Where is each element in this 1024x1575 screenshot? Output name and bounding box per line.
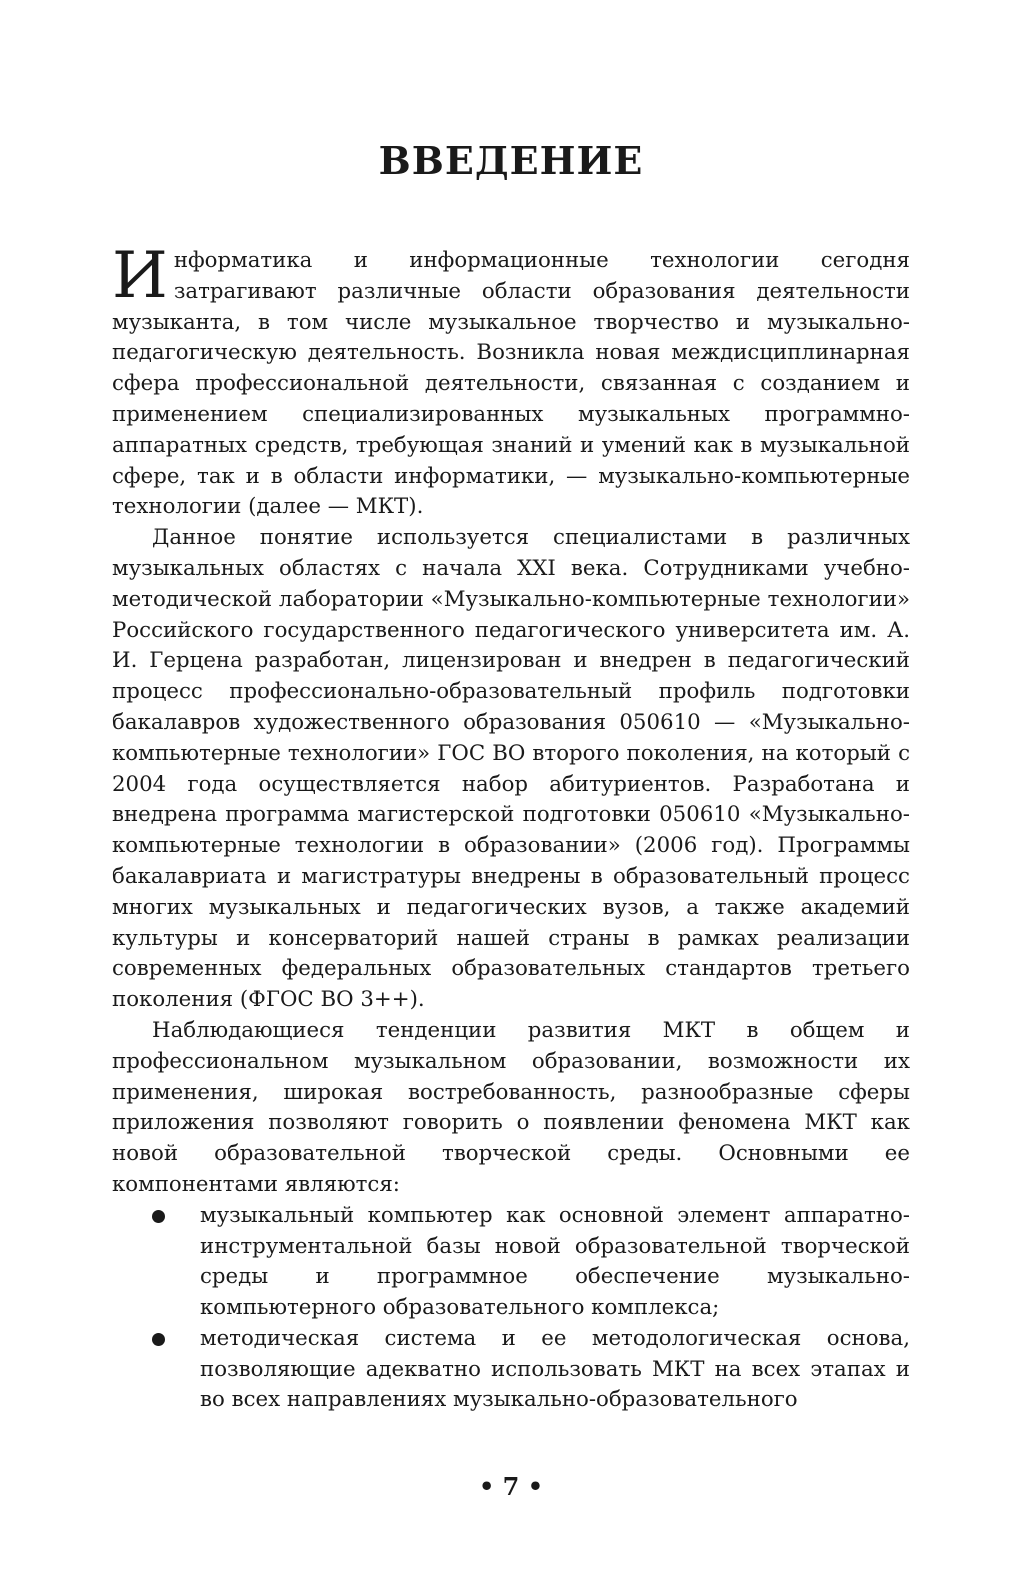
bullet-icon: [152, 1333, 165, 1346]
page-number: • 7 •: [478, 1472, 544, 1501]
paragraph-trends: Наблюдающиеся тенденции развития МКТ в общем и профессиональном музыкальном образовании, возможности их применения, широкая востребованность, разнообразные сферы приложения позволяют говорить о появлении феномена МКТ как новой образовательной творческой среды. Основными ее компонентами являются:: [112, 1017, 910, 1197]
body-text: [112, 239, 910, 1416]
intro-paragraph: [112, 239, 910, 523]
paragraph-history: Данное понятие используется специалистами в различных музыкальных областях с начала XXI века. Сотрудниками учебно-методической лаборатории «Музыкально-компьютерные технологии» Российского государственного педагогического университета им. А. И. Герцена разработан, лицензирован и внедрен в педагогический процесс профессионально-образовательный профиль подготовки бакалавров художественного образования 050610 — «Музыкально-компьютерные технологии» ГОС ВО второго поколения, на который с 2004 года осуществляется набор абитуриентов. Разработана и внедрена программа магистерской подготовки 050610 «Музыкально-компьютерные технологии в образовании» (2006 год). Программы бакалавриата и магистратуры внедрены в образовательный процесс многих музыкальных и педагогических вузов, а также академий культуры и консерваторий нашей страны в рамках реализации современных федеральных образовательных стандартов третьего поколения (ФГОС ВО 3++).: [112, 525, 910, 1013]
list-item-text: методическая система и ее методологическая основа, позволяющие адекватно использовать МКТ на всех этапах и во всех направлениях музыкально-образовательного: [200, 1325, 910, 1413]
list-item: [112, 1201, 910, 1324]
intro-paragraph-text: нформатика и информационные технологии сегодня затрагивают различные области образования деятельности музыканта, в том числе музыкальное творчество и музыкально-педагогическую деятельность. Возникла новая междисциплинарная сфера профессиональной деятельности, связанная с созданием и применением специализированных музыкальных программно-аппаратных средств, требующая знаний и умений как в музыкальной сфере, так и в области информатики, — музыкально-компьютерные технологии (далее — МКТ).: [112, 248, 910, 520]
chapter-title: ВВЕДЕНИЕ: [378, 138, 644, 183]
list-item-text: музыкальный компьютер как основной элемент аппаратно-инструментальной базы новой образовательной творческой среды и программное обеспечение музыкально-компьютерного образовательного комплекса;: [200, 1202, 910, 1321]
list-item: [112, 1324, 910, 1416]
book-page: [112, 0, 910, 1575]
bullet-icon: [152, 1210, 165, 1223]
drop-cap: И: [112, 239, 168, 313]
components-list: [112, 1201, 910, 1417]
